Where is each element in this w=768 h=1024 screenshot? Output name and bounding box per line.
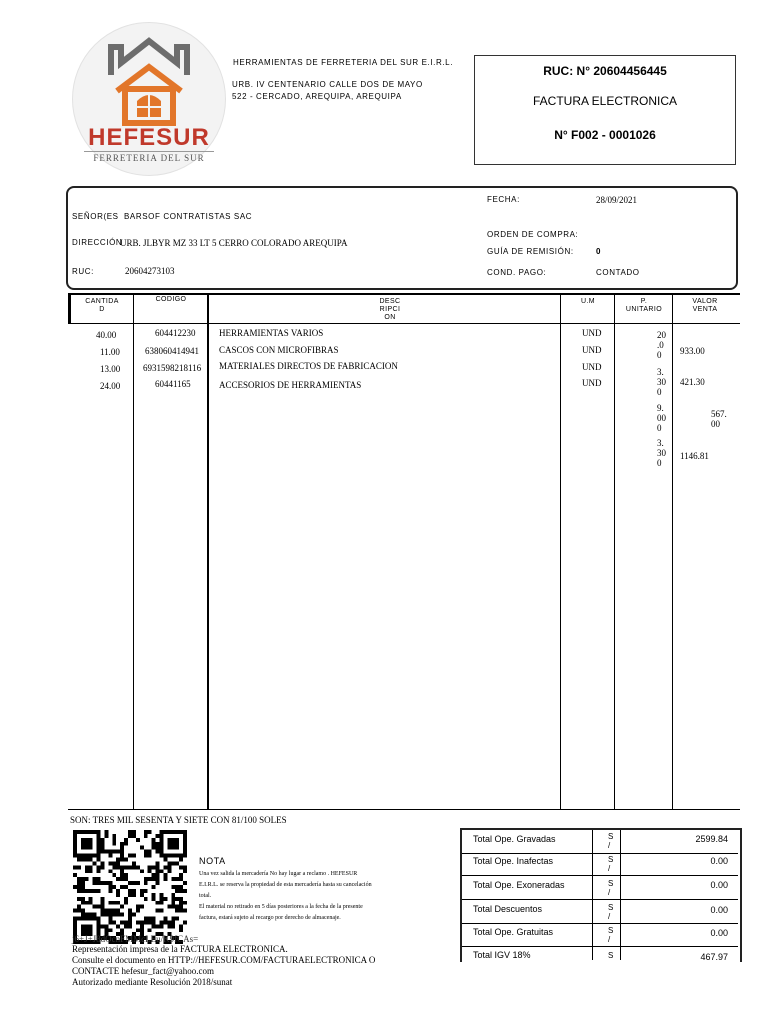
total-label: Total Ope. Exoneradas bbox=[473, 880, 565, 890]
invoice-number: N° F002 - 0001026 bbox=[554, 128, 656, 142]
row-um: UND bbox=[582, 328, 602, 338]
total-label: Total IGV 18% bbox=[473, 950, 531, 960]
total-label: Total Ope. Gravadas bbox=[473, 834, 556, 844]
row-codigo: 638060414941 bbox=[145, 346, 199, 356]
total-value: 0.00 bbox=[710, 905, 728, 915]
orden-label: ORDEN DE COMPRA: bbox=[487, 230, 579, 239]
document-hash: j6+J+J8dOcnFMMcLEu/K9fCAs= bbox=[72, 934, 199, 944]
total-currency: S bbox=[608, 951, 614, 960]
footer-line: Consulte el documento en HTTP://HEFESUR.COM/FACTURAELECTRONICA O bbox=[72, 955, 376, 965]
ruc-label: RUC: bbox=[72, 267, 94, 276]
direccion-label: DIRECCIÓN bbox=[72, 238, 123, 247]
company-address-2: 522 - CERCADO, AREQUIPA, AREQUIPA bbox=[232, 92, 402, 101]
totals-row-line bbox=[462, 946, 738, 947]
col-divider bbox=[560, 293, 561, 809]
col-divider bbox=[672, 293, 673, 809]
nota-line: total. bbox=[199, 893, 212, 899]
senor-value: BARSOF CONTRATISTAS SAC bbox=[124, 212, 253, 221]
guia-value: 0 bbox=[596, 247, 601, 256]
total-currency: S / bbox=[608, 926, 614, 944]
fecha-label: FECHA: bbox=[487, 195, 520, 204]
row-codigo: 60441165 bbox=[155, 379, 191, 389]
company-address-1: URB. IV CENTENARIO CALLE DOS DE MAYO bbox=[232, 80, 423, 89]
row-um: UND bbox=[582, 378, 602, 388]
total-currency: S / bbox=[608, 855, 614, 873]
logo-tagline: FERRETERIA DEL SUR bbox=[84, 151, 214, 163]
nota-line: E.I.R.L. se reserva la propiedad de esta mercadería hasta su cancelación bbox=[199, 882, 372, 888]
nota-line: factura, estará sujeto al recargo por derecho de almacenaje. bbox=[199, 915, 341, 921]
totals-divider bbox=[620, 830, 621, 960]
row-descripcion: HERRAMIENTAS VARIOS bbox=[219, 328, 324, 338]
totals-row-line bbox=[462, 923, 738, 924]
nota-title: NOTA bbox=[199, 856, 226, 866]
table-header-bottom bbox=[68, 323, 740, 324]
cond-label: COND. PAGO: bbox=[487, 268, 547, 277]
guia-label: GUÍA DE REMISIÓN: bbox=[487, 247, 574, 256]
ruc-value: 20604273103 bbox=[125, 266, 175, 276]
row-descripcion: CASCOS CON MICROFIBRAS bbox=[219, 345, 339, 355]
total-value: 2599.84 bbox=[695, 834, 728, 844]
table-top-border bbox=[68, 293, 740, 295]
header-um: U.M bbox=[580, 298, 596, 305]
header-cantidad: CANTIDA D bbox=[85, 298, 119, 313]
direccion-value: URB. JLBYR MZ 33 LT 5 CERRO COLORADO AREQUIPA bbox=[120, 238, 348, 248]
nota-line: Una vez salida la mercadería No hay lugar a reclamo . HEFESUR bbox=[199, 871, 358, 877]
total-currency: S / bbox=[608, 903, 614, 921]
table-bottom-border bbox=[68, 809, 740, 810]
header-descripcion: DESC RIPCI ON bbox=[379, 298, 401, 321]
total-value: 0.00 bbox=[710, 928, 728, 938]
company-name: HERRAMIENTAS DE FERRETERIA DEL SUR E.I.R.L. bbox=[233, 58, 454, 67]
row-codigo: 6931598218116 bbox=[143, 363, 202, 373]
total-value: 0.00 bbox=[710, 856, 728, 866]
row-um: UND bbox=[582, 362, 602, 372]
row-cantidad: 24.00 bbox=[100, 381, 121, 391]
row-descripcion: ACCESORIOS DE HERRAMIENTAS bbox=[219, 380, 362, 390]
cond-value: CONTADO bbox=[596, 268, 640, 277]
total-label: Total Descuentos bbox=[473, 904, 543, 914]
senor-label: SEÑOR(ES bbox=[72, 212, 119, 221]
total-value: 0.00 bbox=[710, 880, 728, 890]
total-currency: S / bbox=[608, 832, 614, 850]
header-valor-venta: VALOR VENTA bbox=[692, 298, 718, 313]
row-p-unitario: 9. 00 0 bbox=[657, 403, 666, 433]
col-divider bbox=[614, 293, 615, 809]
row-cantidad: 11.00 bbox=[100, 347, 120, 357]
invoice-type: FACTURA ELECTRONICA bbox=[532, 94, 678, 108]
nota-text bbox=[199, 869, 439, 924]
row-p-unitario: 20 .0 0 bbox=[657, 330, 666, 360]
logo-brand: HEFESUR bbox=[88, 124, 210, 151]
row-valor-venta: 933.00 bbox=[680, 346, 705, 356]
qr-code bbox=[72, 830, 188, 944]
header-codigo: CODIGO bbox=[155, 296, 187, 303]
totals-row-line bbox=[462, 899, 738, 900]
footer-line: Representación impresa de la FACTURA ELECTRONICA. bbox=[72, 944, 288, 954]
row-p-unitario: 3. 30 0 bbox=[657, 367, 666, 397]
totals-box bbox=[460, 828, 742, 962]
total-label: Total Ope. Gratuitas bbox=[473, 927, 554, 937]
total-value: 467.97 bbox=[700, 952, 728, 962]
fecha-value: 28/09/2021 bbox=[596, 195, 638, 205]
row-cantidad: 40.00 bbox=[96, 330, 117, 340]
amount-in-words: SON: TRES MIL SESENTA Y SIETE CON 81/100 SOLES bbox=[70, 815, 287, 825]
total-label: Total Ope. Inafectas bbox=[473, 856, 554, 866]
row-cantidad: 13.00 bbox=[100, 364, 121, 374]
footer-line: Autorizado mediante Resolución 2018/sunat bbox=[72, 977, 233, 987]
row-valor-venta: 1146.81 bbox=[680, 451, 709, 461]
nota-line: El material no retirado en 5 días posteriores a la fecha de la presente bbox=[199, 904, 363, 910]
row-valor-venta: 567. 00 bbox=[711, 409, 727, 429]
row-p-unitario: 3. 30 0 bbox=[657, 438, 666, 468]
totals-row-line bbox=[462, 875, 738, 876]
row-descripcion: MATERIALES DIRECTOS DE FABRICACION bbox=[219, 361, 398, 371]
header-p-unitario: P. UNITARIO bbox=[625, 298, 663, 313]
invoice-ruc: RUC: N° 20604456445 bbox=[543, 64, 667, 78]
totals-divider bbox=[592, 830, 593, 960]
col-divider bbox=[133, 293, 134, 809]
row-codigo: 604412230 bbox=[155, 328, 196, 338]
totals-row-line bbox=[462, 853, 738, 854]
footer-text bbox=[72, 944, 375, 988]
invoice-id-box bbox=[474, 55, 736, 165]
row-valor-venta: 421.30 bbox=[680, 377, 705, 387]
table-left-edge bbox=[68, 293, 71, 323]
total-currency: S / bbox=[608, 879, 614, 897]
col-divider bbox=[207, 293, 209, 809]
row-um: UND bbox=[582, 345, 602, 355]
footer-line: CONTACTE hefesur_fact@yahoo.com bbox=[72, 966, 215, 976]
